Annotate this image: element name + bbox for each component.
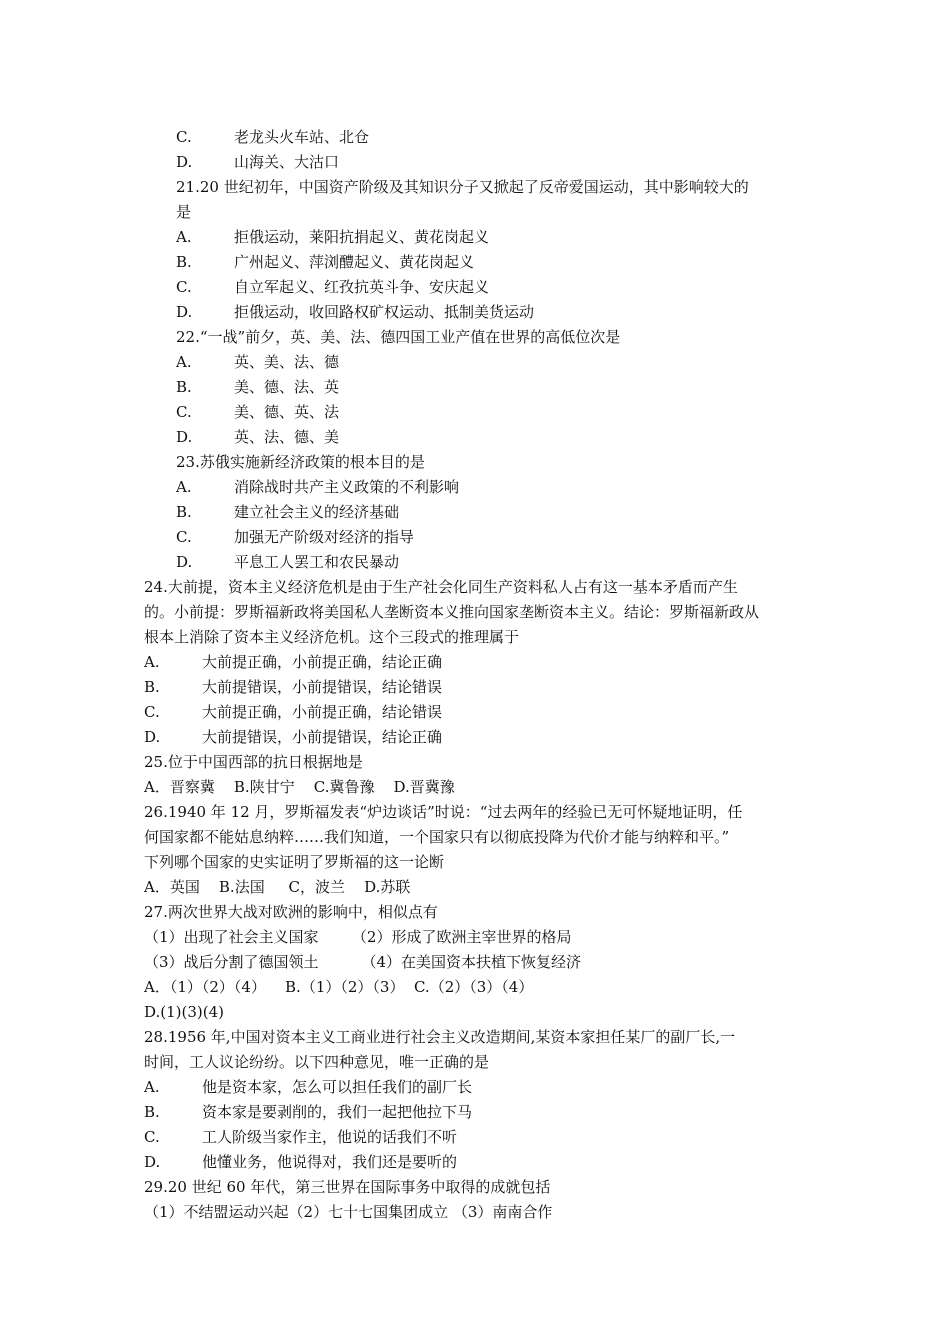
q24-stem-line2: 的。小前提：罗斯福新政将美国私人垄断资本义推向国家垄断资本主义。结论：罗斯福新政从: [144, 603, 760, 621]
option-key: C.: [176, 128, 192, 146]
option-text: 美、德、英、法: [234, 403, 340, 421]
option-key: D.: [176, 153, 193, 171]
q29-stem: 29.20 世纪 60 年代，第三世界在国际事务中取得的成就包括: [144, 1178, 551, 1196]
q22-option-c: [176, 402, 339, 422]
option-key: D.: [176, 553, 193, 571]
q23-stem: 23.苏俄实施新经济政策的根本目的是: [176, 453, 425, 471]
q22-option-a: [176, 352, 339, 372]
option-text: 英、法、德、美: [234, 428, 340, 446]
option-key: B.: [176, 253, 192, 271]
option-text: 大前提错误，小前提错误，结论正确: [202, 728, 443, 746]
q23-option-c: [176, 527, 414, 547]
q28-stem-line2: 时间，工人议论纷纷。以下四种意见，唯一正确的是: [144, 1053, 490, 1071]
option-key: B.: [176, 503, 192, 521]
option-key: C.: [144, 1128, 160, 1146]
q23-option-d: [176, 552, 399, 572]
option-text: 建立社会主义的经济基础: [234, 503, 400, 521]
q21-option-c: [176, 277, 489, 297]
option-text: 大前提正确，小前提正确，结论错误: [202, 703, 443, 721]
q20-option-c: [176, 127, 369, 147]
q24-option-c: [144, 702, 442, 722]
option-key: C.: [144, 703, 160, 721]
option-key: B.: [176, 378, 192, 396]
option-key: D.: [144, 1153, 161, 1171]
option-key: A.: [176, 353, 192, 371]
option-text: 美、德、法、英: [234, 378, 340, 396]
q25-stem: 25.位于中国西部的抗日根据地是: [144, 753, 363, 771]
option-text: 大前提错误，小前提错误，结论错误: [202, 678, 443, 696]
q22-option-b: [176, 377, 339, 397]
option-text: 平息工人罢工和农民暴动: [234, 553, 400, 571]
q26-stem-line3: 下列哪个国家的史实证明了罗斯福的这一论断: [144, 853, 445, 871]
option-key: B.: [144, 1103, 160, 1121]
option-text: 广州起义、萍浏醴起义、黄花岗起义: [234, 253, 475, 271]
q28-option-a: [144, 1077, 472, 1097]
q28-stem-line1: 28.1956 年,中国对资本主义工商业进行社会主义改造期间,某资本家担任某厂的副厂长,一: [144, 1028, 736, 1046]
option-text: 工人阶级当家作主，他说的话我们不听: [202, 1128, 458, 1146]
q24-stem-line1: 24.大前提，资本主义经济危机是由于生产社会化同生产资料私人占有这一基本矛盾而产生: [144, 578, 738, 596]
option-text: 消除战时共产主义政策的不利影响: [234, 478, 460, 496]
q21-option-d: [176, 302, 534, 322]
option-key: D.: [176, 428, 193, 446]
option-key: C.: [176, 403, 192, 421]
option-key: A.: [144, 1078, 160, 1096]
q27-options-line1: A．（1）（2）（4） B.（1）（2）（3） C.（2）（3）（4）: [144, 978, 534, 996]
option-text: 他懂业务，他说得对，我们还是要听的: [202, 1153, 458, 1171]
q26-stem-line2: 何国家都不能姑息纳粹……我们知道，一个国家只有以彻底投降为代价才能与纳粹和平。”: [144, 828, 730, 846]
q28-option-c: [144, 1127, 457, 1147]
q26-stem-line1: 26.1940 年 12 月，罗斯福发表“炉边谈话”时说：“过去两年的经验已无可怀疑地证明，任: [144, 803, 743, 821]
q27-items-line1: （1）出现了社会主义国家 （2）形成了欧洲主宰世界的格局: [144, 928, 572, 946]
option-text: 自立军起义、红孜抗英斗争、安庆起义: [234, 278, 490, 296]
q27-options-line2: D.(1)(3)(4): [144, 1003, 225, 1021]
q23-option-a: [176, 477, 459, 497]
option-text: 资本家是要剥削的，我们一起把他拉下马: [202, 1103, 473, 1121]
q24-option-d: [144, 727, 442, 747]
q29-items: （1）不结盟运动兴起（2）七十七国集团成立 （3）南南合作: [144, 1203, 553, 1221]
option-key: D.: [176, 303, 193, 321]
q21-option-a: [176, 227, 489, 247]
q23-option-b: [176, 502, 399, 522]
option-text: 拒俄运动，收回路权矿权运动、抵制美货运动: [234, 303, 535, 321]
q20-option-d: [176, 152, 339, 172]
q27-stem: 27.两次世界大战对欧洲的影响中，相似点有: [144, 903, 438, 921]
q21-stem-line1: 21.20 世纪初年，中国资产阶级及其知识分子又掀起了反帝爱国运动，其中影响较大的: [176, 178, 749, 196]
q21-option-b: [176, 252, 474, 272]
option-key: D.: [144, 728, 161, 746]
option-text: 老龙头火车站、北仓: [234, 128, 370, 146]
q24-option-b: [144, 677, 442, 697]
q24-option-a: [144, 652, 442, 672]
q22-option-d: [176, 427, 339, 447]
option-text: 英、美、法、德: [234, 353, 340, 371]
option-text: 他是资本家，怎么可以担任我们的副厂长: [202, 1078, 473, 1096]
q21-stem-line2: 是: [176, 203, 192, 221]
option-text: 拒俄运动，莱阳抗捐起义、黄花岗起义: [234, 228, 490, 246]
q26-options: A．英国 B.法国 C，波兰 D.苏联: [144, 878, 411, 896]
q28-option-b: [144, 1102, 472, 1122]
q28-option-d: [144, 1152, 457, 1172]
option-text: 加强无产阶级对经济的指导: [234, 528, 415, 546]
option-text: 山海关、大沽口: [234, 153, 340, 171]
q25-options: A．晋察冀 B.陕甘宁 C.冀鲁豫 D.晋冀豫: [144, 778, 455, 796]
option-key: A.: [144, 653, 160, 671]
option-key: C.: [176, 528, 192, 546]
option-key: A.: [176, 478, 192, 496]
option-text: 大前提正确，小前提正确，结论正确: [202, 653, 443, 671]
q24-stem-line3: 根本上消除了资本主义经济危机。这个三段式的推理属于: [144, 628, 520, 646]
q27-items-line2: （3）战后分割了德国领土 （4）在美国资本扶植下恢复经济: [144, 953, 582, 971]
option-key: B.: [144, 678, 160, 696]
option-key: A.: [176, 228, 192, 246]
q22-stem: 22.“一战”前夕，英、美、法、德四国工业产值在世界的高低位次是: [176, 328, 621, 346]
option-key: C.: [176, 278, 192, 296]
